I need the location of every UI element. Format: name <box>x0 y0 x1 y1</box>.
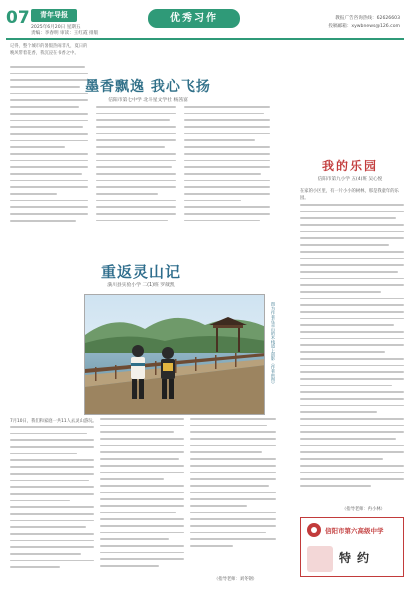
sponsor-tag: 特约 <box>339 551 376 565</box>
article2-title: 重返灵山记 <box>100 263 181 281</box>
article1-byline: 信阳市第七中学 北斗星文学社 杨茜富 <box>108 98 188 103</box>
article1-column-2 <box>96 106 176 236</box>
article3-teacher-note: （指导老师：冉小林） <box>342 507 385 512</box>
school-logo-icon <box>307 523 321 537</box>
article1-lead-text: 记得，整个城市的暑假热闹非凡，夏日的晚风带着花香，我沉浸在书香之中。 <box>10 44 88 56</box>
sponsor-school-name: 信阳市第六高级中学 <box>325 527 384 535</box>
photo-caption: 图为作者在灵山的木栈道上留影（作者供图） <box>271 302 276 386</box>
article2-column-2 <box>100 418 184 584</box>
masthead-logo: 青年导报 <box>31 9 77 22</box>
article2-column-1 <box>10 426 94 584</box>
column-title-banner: 优秀习作 <box>148 9 240 28</box>
article1-title: 墨香飘逸 我心飞扬 <box>85 79 211 95</box>
editor-line: 责编：李春明 审读：王红霞 排版 <box>31 31 99 36</box>
article3-title: 我的乐园 <box>321 159 378 173</box>
article2-column-3 <box>190 418 276 568</box>
article2-photo <box>84 294 265 415</box>
article2-opening: 7月10日，我们和家庭一共11人去灵山游玩。 <box>10 419 97 424</box>
school-emblem-icon <box>307 546 333 572</box>
page-number: 07 <box>6 8 30 28</box>
article3-opening: 在家的小区里，有一片小小的树林，那是我童年的乐园。 <box>300 189 399 201</box>
article3-column <box>300 204 404 504</box>
lake-boardwalk-photo-icon <box>85 295 265 415</box>
submission-email: 投稿邮箱：xywbnews@126.com <box>328 24 400 29</box>
article2-teacher-note: （指导老师：刘冬钢） <box>214 577 257 582</box>
article1-column-3 <box>184 106 270 236</box>
sponsor-ad <box>300 517 404 577</box>
ad-hotline: 教报广告咨询热线：62626603 <box>335 16 400 21</box>
article2-byline: 潢川县实验小学 二(1)班 罗葳凯 <box>107 283 175 288</box>
header-divider <box>6 38 404 40</box>
article3-byline: 信阳市第九小学 五(4)班 吴心悦 <box>317 177 383 182</box>
date-line: 2025年6月20日 星期五 <box>31 25 81 30</box>
